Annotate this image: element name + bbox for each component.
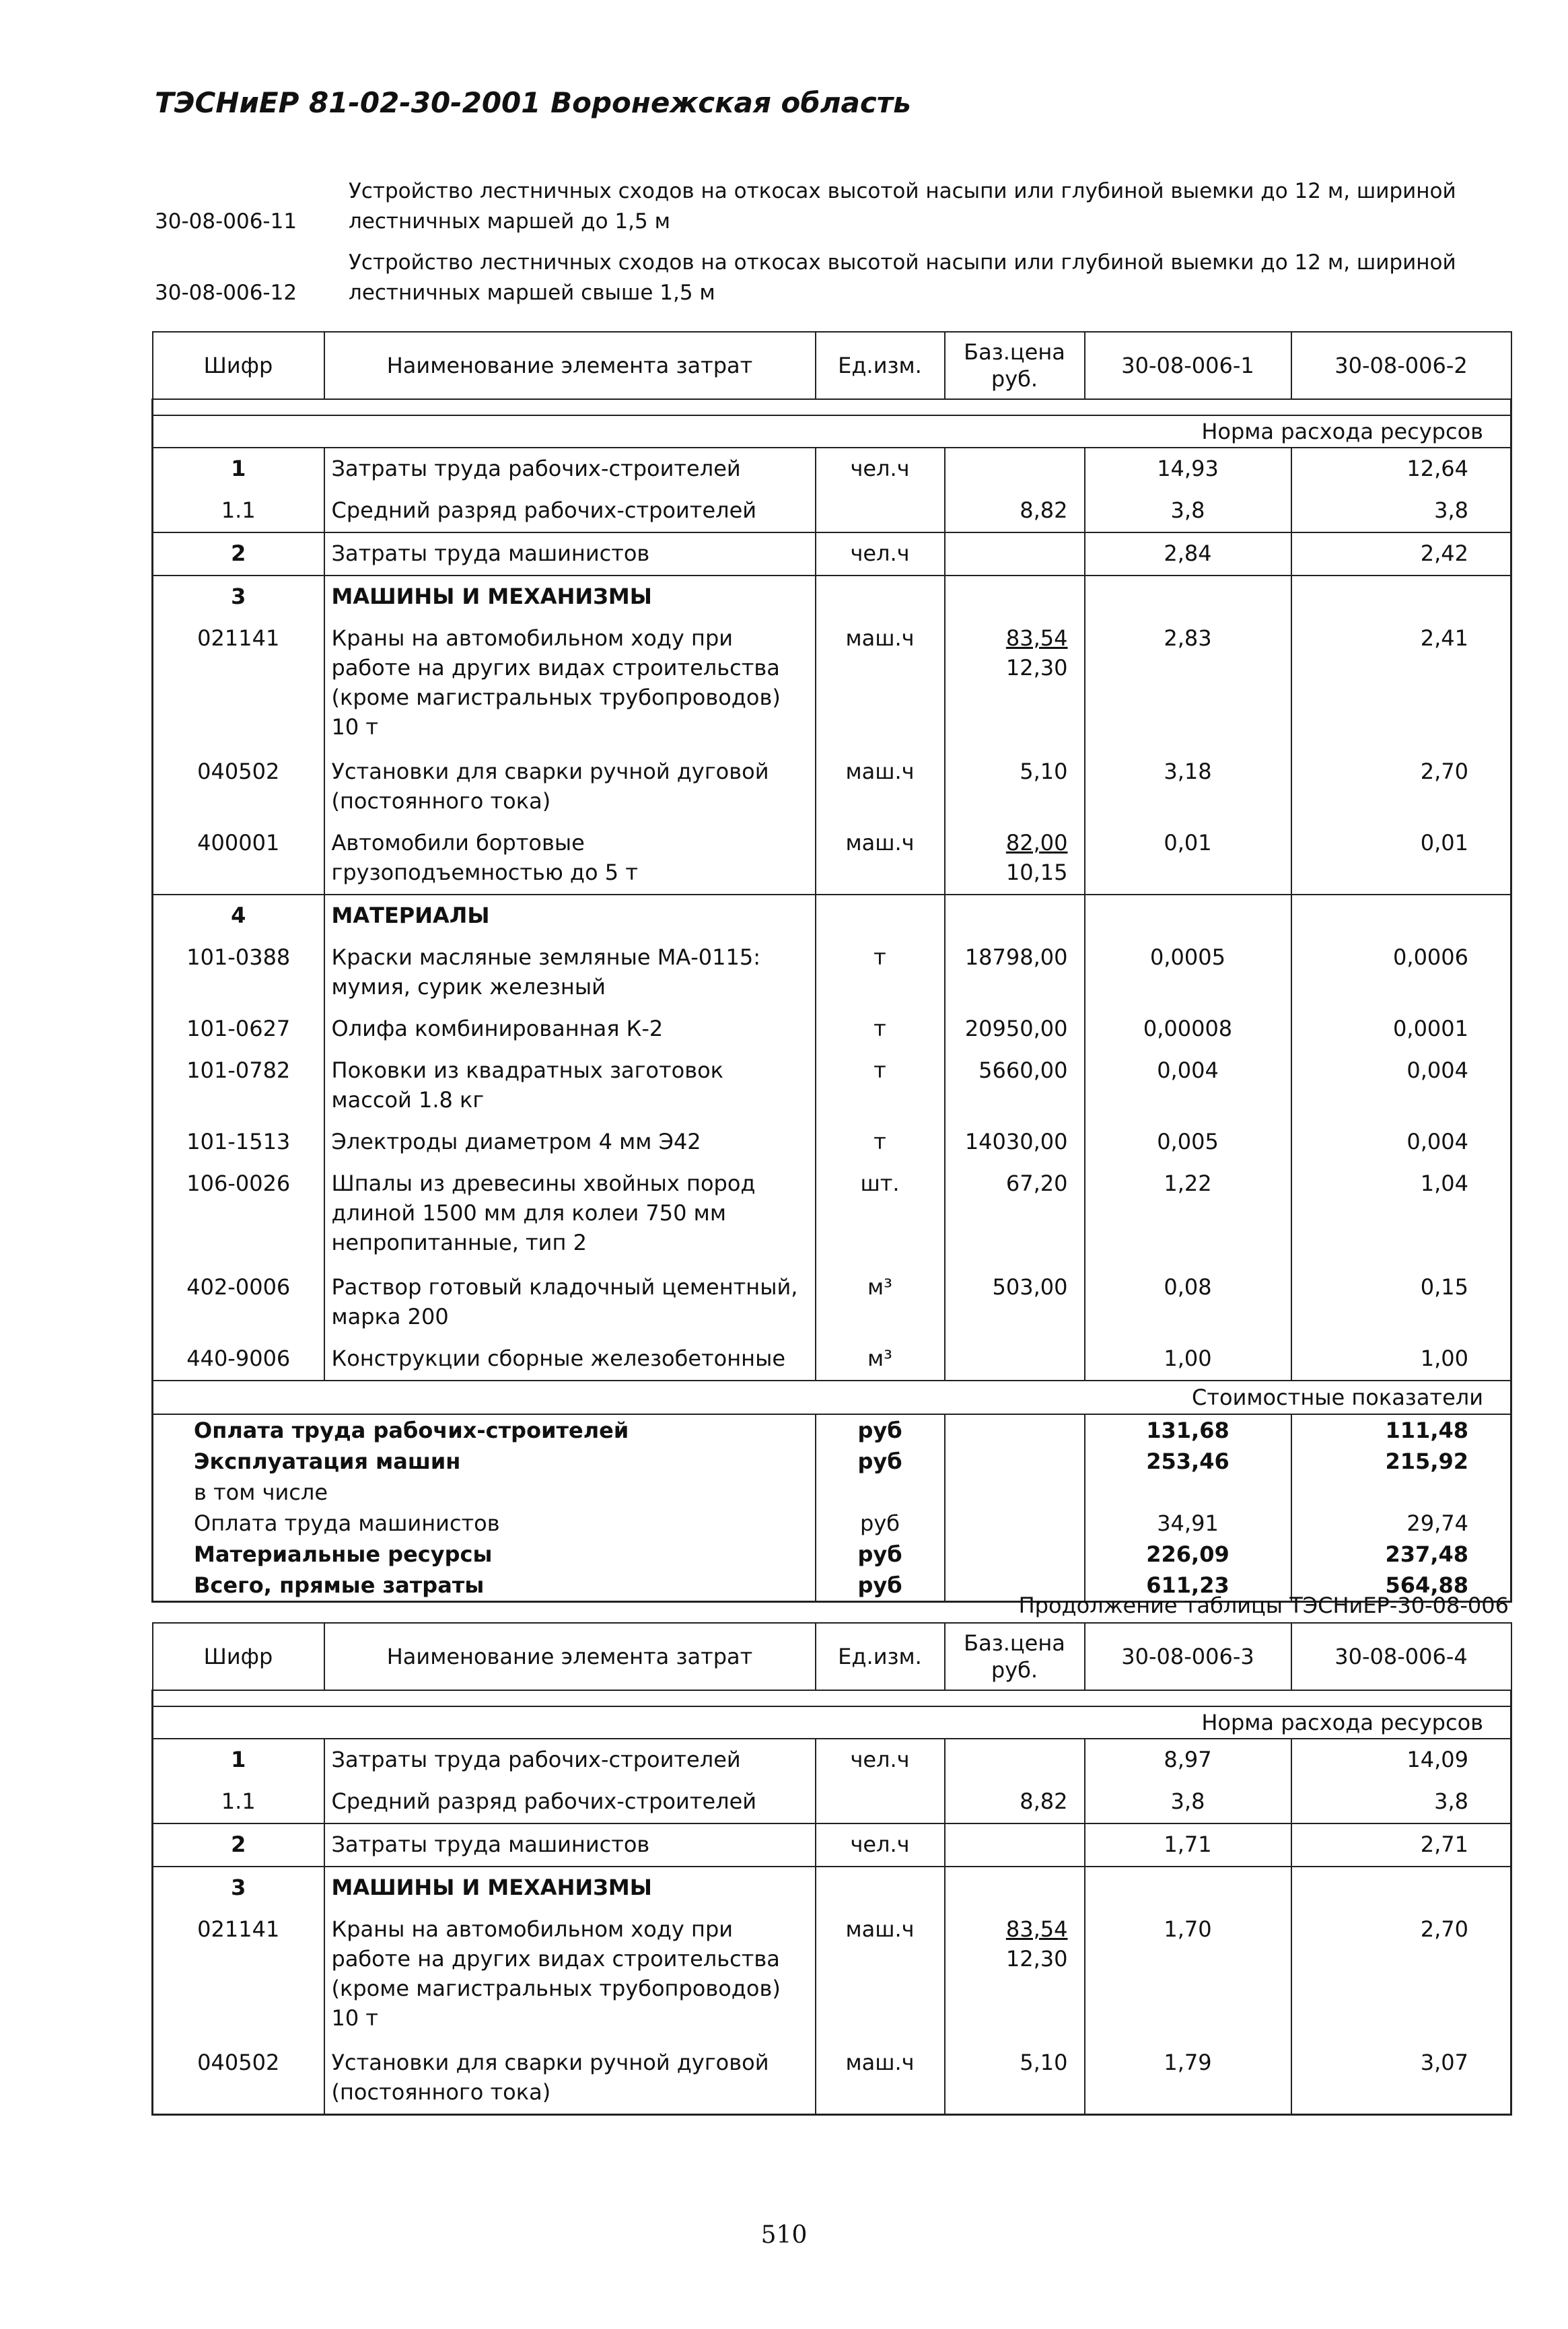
row-code: 402-0006 [153, 1267, 324, 1338]
row-value-b: 2,71 [1291, 1823, 1511, 1867]
spacer-row [153, 399, 1511, 415]
price-main: 14030,00 [964, 1129, 1068, 1154]
header-code: Шифр [153, 1623, 324, 1690]
cost-value-b: 237,48 [1385, 1541, 1468, 1567]
cost-label: Стоимостные показатели [153, 1381, 1511, 1414]
header-col-b: 30-08-006-4 [1291, 1623, 1511, 1690]
row-name: Затраты труда рабочих-строителей [324, 448, 816, 490]
row-value-b: 0,0001 [1393, 1016, 1468, 1041]
table-row [153, 1267, 1511, 1338]
price-machinist: 12,30 [1005, 655, 1068, 681]
cost-name: Оплата труда машинистов [153, 1508, 816, 1539]
row-code: 021141 [153, 1909, 324, 2042]
row-value-a: 3,8 [1085, 1781, 1291, 1823]
header-price: Баз.цена руб. [945, 332, 1085, 399]
row-unit: чел.ч [816, 1823, 945, 1867]
spacer-row [153, 1690, 1511, 1706]
price-main: 503,00 [992, 1274, 1068, 1300]
row-value-b: 3,07 [1291, 2042, 1511, 2115]
row-value-b: 0,0006 [1393, 944, 1468, 970]
cost-value-a [1085, 1477, 1291, 1508]
row-value-b [1291, 895, 1511, 937]
row-value-a: 14,93 [1085, 448, 1291, 490]
row-value-b: 0,15 [1420, 1274, 1468, 1300]
cost-unit: руб [816, 1508, 945, 1539]
row-code: 400001 [153, 823, 324, 895]
row-value-b [1291, 1867, 1511, 1909]
row-unit [816, 576, 945, 618]
cost-price [945, 1508, 1085, 1539]
cost-name: Материальные ресурсы [153, 1539, 816, 1570]
row-value-a [1085, 895, 1291, 937]
table-row [153, 1867, 1511, 1909]
row-price [945, 1739, 1085, 1781]
row-value-a: 2,83 [1085, 618, 1291, 751]
norms-table-1 [151, 331, 1512, 1603]
price-machinist: 12,30 [1005, 1946, 1068, 1972]
row-unit: чел.ч [816, 532, 945, 576]
page-number: 510 [760, 2221, 808, 2249]
row-value-a: 2,84 [1085, 532, 1291, 576]
table-row [153, 1909, 1511, 2042]
row-value-b: 2,70 [1420, 759, 1468, 784]
cost-value-b: 215,92 [1385, 1449, 1468, 1474]
price-main: 20950,00 [964, 1016, 1068, 1041]
row-unit: м³ [816, 1338, 945, 1381]
row-code: 1.1 [153, 1781, 324, 1823]
row-name: Средний разряд рабочих-строителей [324, 1781, 816, 1823]
row-code: 3 [153, 576, 324, 618]
row-price [945, 1338, 1085, 1381]
row-unit: т [816, 1121, 945, 1163]
cost-value-a: 611,23 [1085, 1570, 1291, 1602]
row-value-a: 1,71 [1085, 1823, 1291, 1867]
row-value-b: 2,42 [1291, 532, 1511, 576]
row-price [945, 1909, 1085, 2042]
intro-item [155, 248, 1501, 308]
table-row [153, 895, 1511, 937]
row-value-a: 3,18 [1085, 751, 1291, 823]
intro-text: Устройство лестничных сходов на откосах высотой насыпи или глубиной выемки до 12 м, шириной лестничных маршей до 1,5 м [349, 179, 1456, 234]
row-value-b: 2,41 [1420, 625, 1468, 651]
row-name: Средний разряд рабочих-строителей [324, 490, 816, 532]
intro-text: Устройство лестничных сходов на откосах высотой насыпи или глубиной выемки до 12 м, шириной лестничных маршей свыше 1,5 м [349, 250, 1456, 305]
cost-unit [816, 1477, 945, 1508]
price-machinist: 10,15 [1005, 860, 1068, 885]
row-unit: маш.ч [816, 618, 945, 751]
cost-value-a: 131,68 [1085, 1414, 1291, 1446]
row-price [945, 823, 1085, 895]
intro-block [155, 176, 1501, 319]
row-name: Краски масляные земляные МА-0115: мумия, сурик железный [324, 937, 816, 1008]
cost-value-a: 34,91 [1085, 1508, 1291, 1539]
cost-value-a: 226,09 [1085, 1539, 1291, 1570]
table-row [153, 576, 1511, 618]
table-row [153, 751, 1511, 823]
table-row [153, 1050, 1511, 1121]
price-main: 83,54 [1005, 625, 1068, 651]
row-name: МАТЕРИАЛЫ [324, 895, 816, 937]
row-price [945, 1121, 1085, 1163]
price-main: 82,00 [1005, 830, 1068, 856]
intro-code: 30-08-006-11 [155, 209, 297, 234]
header-name: Наименование элемента затрат [324, 1623, 816, 1690]
row-name: Поковки из квадратных заготовок массой 1.8 кг [324, 1050, 816, 1121]
row-name: Установки для сварки ручной дуговой (постоянного тока) [324, 751, 816, 823]
table-row [153, 448, 1511, 490]
row-value-b [1291, 576, 1511, 618]
cost-value-b: 564,88 [1291, 1570, 1511, 1602]
row-value-a: 0,08 [1085, 1267, 1291, 1338]
price-main: 8,82 [1020, 1788, 1068, 1814]
row-price [945, 1050, 1085, 1121]
cost-unit: руб [816, 1570, 945, 1602]
cost-price [945, 1446, 1085, 1477]
row-unit: т [816, 1050, 945, 1121]
row-price [945, 1867, 1085, 1909]
header-unit: Ед.изм. [816, 1623, 945, 1690]
row-name: Конструкции сборные железобетонные [324, 1338, 816, 1381]
row-price [945, 1163, 1085, 1267]
table-row [153, 490, 1511, 532]
norm-label-row [153, 1706, 1511, 1739]
table-row [153, 1121, 1511, 1163]
cost-unit: руб [816, 1446, 945, 1477]
norms-table-2 [151, 1622, 1512, 2116]
cost-value-b [1291, 1477, 1511, 1508]
row-value-a: 1,22 [1085, 1163, 1291, 1267]
row-price [945, 532, 1085, 576]
table-row [153, 1739, 1511, 1781]
row-value-b: 3,8 [1434, 497, 1468, 523]
row-name: Установки для сварки ручной дуговой (постоянного тока) [324, 2042, 816, 2115]
intro-item [155, 176, 1501, 237]
row-unit: шт. [816, 1163, 945, 1267]
row-price [945, 1267, 1085, 1338]
price-main: 18798,00 [964, 944, 1068, 970]
row-unit: маш.ч [816, 823, 945, 895]
row-value-b: 12,64 [1406, 456, 1468, 481]
header-code: Шифр [153, 332, 324, 399]
row-value-a: 0,0005 [1085, 937, 1291, 1008]
row-price [945, 618, 1085, 751]
row-price [945, 1008, 1085, 1050]
row-name: МАШИНЫ И МЕХАНИЗМЫ [324, 1867, 816, 1909]
row-name: Краны на автомобильном ходу при работе на других видах строительства (кроме магистральных трубопроводов) 10 т [324, 1909, 816, 2042]
price-main: 5,10 [1020, 759, 1068, 784]
row-unit: маш.ч [816, 2042, 945, 2115]
row-name: Затраты труда рабочих-строителей [324, 1739, 816, 1781]
cost-value-b: 29,74 [1406, 1510, 1468, 1536]
row-code: 101-1513 [153, 1121, 324, 1163]
table-row [153, 823, 1511, 895]
price-main: 5,10 [1020, 2050, 1068, 2075]
cost-name: в том числе [153, 1477, 816, 1508]
row-value-a: 1,00 [1085, 1338, 1291, 1381]
row-code: 1 [153, 1739, 324, 1781]
row-name: Краны на автомобильном ходу при работе на других видах строительства (кроме магистральных трубопроводов) 10 т [324, 618, 816, 751]
page-title: ТЭСНиЕР 81-02-30-2001 Воронежская область [155, 86, 911, 119]
cost-name: Оплата труда рабочих-строителей [153, 1414, 816, 1446]
row-name: Затраты труда машинистов [324, 532, 816, 576]
row-value-a [1085, 1867, 1291, 1909]
row-value-b: 2,70 [1420, 1916, 1468, 1942]
row-price [945, 937, 1085, 1008]
norm-label-row [153, 415, 1511, 448]
row-name: Электроды диаметром 4 мм Э42 [324, 1121, 816, 1163]
row-unit [816, 1781, 945, 1823]
row-value-b: 1,00 [1420, 1346, 1468, 1371]
cost-price [945, 1414, 1085, 1446]
table-row [153, 1163, 1511, 1267]
row-unit: чел.ч [816, 1739, 945, 1781]
row-unit: т [816, 937, 945, 1008]
row-code: 040502 [153, 2042, 324, 2115]
row-code: 101-0782 [153, 1050, 324, 1121]
row-code: 1.1 [153, 490, 324, 532]
header-name: Наименование элемента затрат [324, 332, 816, 399]
row-name: МАШИНЫ И МЕХАНИЗМЫ [324, 576, 816, 618]
row-price [945, 1823, 1085, 1867]
row-code: 1 [153, 448, 324, 490]
row-unit: чел.ч [816, 448, 945, 490]
row-name: Шпалы из древесины хвойных пород длиной 1500 мм для колеи 750 мм непропитанные, тип 2 [324, 1163, 816, 1267]
table-row [153, 532, 1511, 576]
row-price [945, 2042, 1085, 2115]
row-price [945, 490, 1085, 532]
row-unit [816, 895, 945, 937]
row-name: Раствор готовый кладочный цементный, марка 200 [324, 1267, 816, 1338]
row-unit: м³ [816, 1267, 945, 1338]
cost-row [153, 1539, 1511, 1570]
row-code: 101-0388 [153, 937, 324, 1008]
cost-unit: руб [816, 1539, 945, 1570]
price-main: 5660,00 [978, 1057, 1068, 1083]
cost-row [153, 1477, 1511, 1508]
row-name: Олифа комбинированная К-2 [324, 1008, 816, 1050]
table-row [153, 1781, 1511, 1823]
row-value-b: 1,04 [1420, 1171, 1468, 1196]
cost-row [153, 1508, 1511, 1539]
row-price [945, 751, 1085, 823]
spacer-cell [153, 1690, 1511, 1706]
row-code: 4 [153, 895, 324, 937]
row-value-a: 8,97 [1085, 1739, 1291, 1781]
price-main: 67,20 [1005, 1171, 1068, 1196]
row-value-a: 1,70 [1085, 1909, 1291, 2042]
row-price [945, 895, 1085, 937]
continuation-caption: Продолжение таблицы ТЭСНиЕР-30-08-006 [1018, 1593, 1509, 1618]
price-main: 8,82 [1020, 497, 1068, 523]
norm-label: Норма расхода ресурсов [153, 1706, 1511, 1739]
row-value-a: 1,79 [1085, 2042, 1291, 2115]
row-name: Автомобили бортовые грузоподъемностью до 5 т [324, 823, 816, 895]
row-value-a: 0,01 [1085, 823, 1291, 895]
row-value-a: 0,005 [1085, 1121, 1291, 1163]
row-code: 2 [153, 1823, 324, 1867]
cost-unit: руб [816, 1414, 945, 1446]
row-value-b: 0,004 [1406, 1057, 1468, 1083]
header-unit: Ед.изм. [816, 332, 945, 399]
row-unit: т [816, 1008, 945, 1050]
row-value-b: 0,01 [1420, 830, 1468, 856]
row-code: 2 [153, 532, 324, 576]
cost-value-b: 111,48 [1385, 1418, 1468, 1443]
cost-price [945, 1539, 1085, 1570]
cost-value-a: 253,46 [1085, 1446, 1291, 1477]
cost-row [153, 1446, 1511, 1477]
price-main: 83,54 [1005, 1916, 1068, 1942]
table-header-row [153, 1623, 1511, 1690]
row-value-a: 0,004 [1085, 1050, 1291, 1121]
header-col-a: 30-08-006-3 [1085, 1623, 1291, 1690]
table-header-row [153, 332, 1511, 399]
row-code: 040502 [153, 751, 324, 823]
row-value-a [1085, 576, 1291, 618]
header-price: Баз.цена руб. [945, 1623, 1085, 1690]
row-unit [816, 1867, 945, 1909]
row-price [945, 576, 1085, 618]
cost-name: Всего, прямые затраты [153, 1570, 816, 1602]
table-row [153, 1338, 1511, 1381]
intro-code: 30-08-006-12 [155, 281, 297, 305]
row-unit [816, 490, 945, 532]
row-code: 106-0026 [153, 1163, 324, 1267]
header-col-a: 30-08-006-1 [1085, 332, 1291, 399]
cost-label-row [153, 1381, 1511, 1414]
row-unit: маш.ч [816, 751, 945, 823]
row-code: 3 [153, 1867, 324, 1909]
row-code: 440-9006 [153, 1338, 324, 1381]
table-row [153, 937, 1511, 1008]
table-row [153, 618, 1511, 751]
row-value-b: 14,09 [1406, 1747, 1468, 1772]
cost-name: Эксплуатация машин [153, 1446, 816, 1477]
table-row [153, 1008, 1511, 1050]
row-value-b: 0,004 [1406, 1129, 1468, 1154]
header-col-b: 30-08-006-2 [1291, 332, 1511, 399]
row-value-a: 0,00008 [1085, 1008, 1291, 1050]
cost-price [945, 1477, 1085, 1508]
row-name: Затраты труда машинистов [324, 1823, 816, 1867]
row-price [945, 1781, 1085, 1823]
row-value-a: 3,8 [1085, 490, 1291, 532]
row-price [945, 448, 1085, 490]
row-value-b: 3,8 [1434, 1788, 1468, 1814]
cost-row [153, 1414, 1511, 1446]
spacer-cell [153, 399, 1511, 415]
table-row [153, 2042, 1511, 2115]
table-row [153, 1823, 1511, 1867]
row-unit: маш.ч [816, 1909, 945, 2042]
row-code: 021141 [153, 618, 324, 751]
row-code: 101-0627 [153, 1008, 324, 1050]
norm-label: Норма расхода ресурсов [153, 415, 1511, 448]
